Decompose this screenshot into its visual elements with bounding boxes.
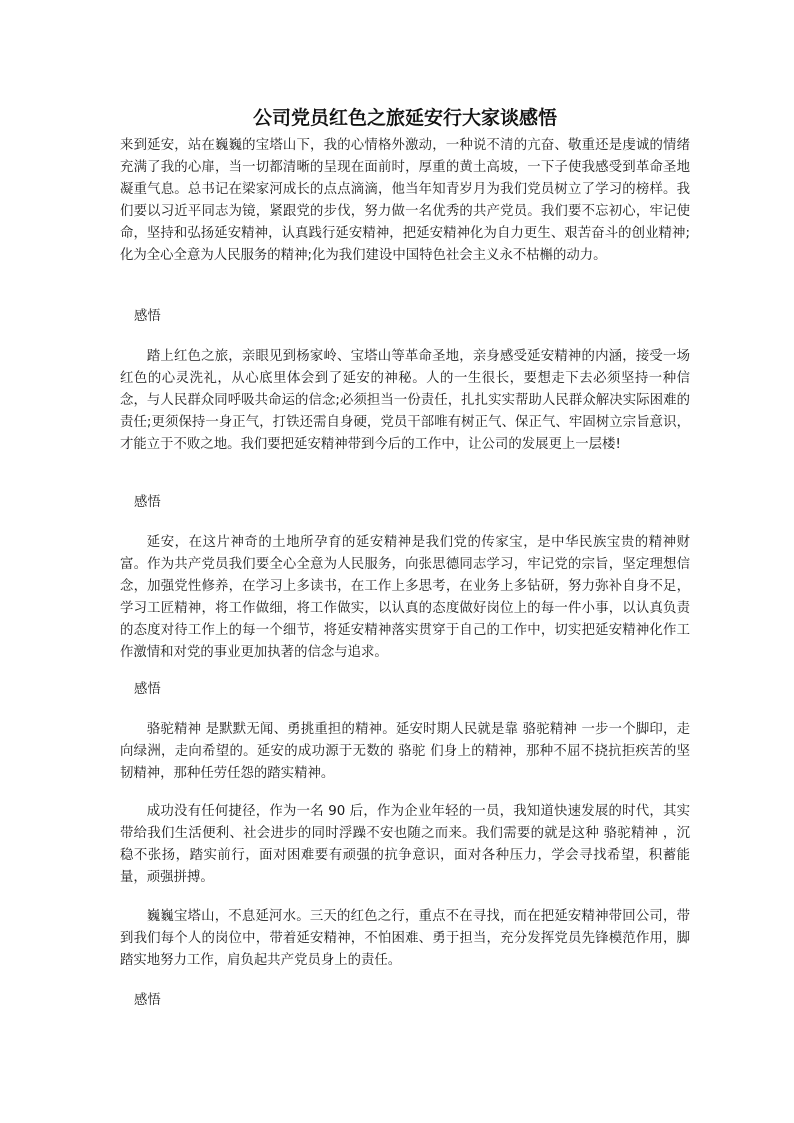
section-paragraph: 踏上红色之旅，亲眼见到杨家岭、宝塔山等革命圣地，亲身感受延安精神的内涵，接受一场红色的心灵洗礼，从心底里体会到了延安的神秘。人的一生很长，要想走下去必须坚持一种信念，与人民群众同呼吸共命运的信念;必须担当一份责任，扎扎实实帮助人民群众解决实际困难的责任;更须保持一身正气，打铁还需自身硬，党员干部唯有树正气、保正气、牢固树立宗旨意识，才能立于不败之地。我们要把延安精神带到今后的工作中，让公司的发展更上一层楼! <box>120 349 690 452</box>
section-heading: 感悟 <box>134 309 161 324</box>
section-heading: 感悟 <box>134 993 161 1008</box>
section-heading: 感悟 <box>134 682 161 697</box>
document-title: 公司党员红色之旅延安行大家谈感悟 <box>252 107 557 129</box>
section-paragraph: 成功没有任何捷径，作为一名 90 后，作为企业年轻的一员，我知道快速发展的时代，其实带给我们生活便利、社会进步的同时浮躁不安也随之而来。我们需要的就是这种 骆驼精神 ，沉稳不张扬，踏实前行，面对困难要有顽强的抗争意识，面对各种压力，学会寻找希望，积蓄能量，顽强拼搏。 <box>120 804 690 885</box>
section-paragraph: 骆驼精神 是默默无闻、勇挑重担的精神。延安时期人民就是靠 骆驼精神 一步一个脚印，走向绿洲，走向希望的。延安的成功源于无数的 骆驼 们身上的精神，那种不屈不挠抗拒疾苦的坚韧精神，那种任劳任怨的踏实精神。 <box>120 722 690 781</box>
section-paragraph: 延安，在这片神奇的土地所孕育的延安精神是我们党的传家宝，是中华民族宝贵的精神财富。作为共产党员我们要全心全意为人民服务，向张思德同志学习，牢记党的宗旨，坚定理想信念，加强党性修养，在学习上多读书，在工作上多思考，在业务上多钻研，努力弥补自身不足， 学习工匠精神，将工作做细，将工作做实，以认真的态度做好岗位上的每一件小事，以认真负责的态度对待工作上的每一个细节，将延安精神落实贯穿于自己的工作中，切实把延安精神化作工作激情和对党的事业更加执著的信念与追求。 <box>120 535 690 660</box>
section-paragraph: 巍巍宝塔山，不息延河水。三天的红色之行，重点不在寻找，而在把延安精神带回公司，带到我们每个人的岗位中，带着延安精神，不怕困难、勇于担当，充分发挥党员先锋模范作用，脚踏实地努力工作，肩负起共产党员身上的责任。 <box>120 909 690 968</box>
intro-paragraph: 来到延安，站在巍巍的宝塔山下，我的心情格外激动，一种说不清的亢奋、敬重还是虔诚的情绪充满了我的心扉，当一切都清晰的呈现在面前时，厚重的黄土高坡，一下子使我感受到革命圣地凝重气息。总书记在梁家河成长的点点滴滴，他当年知青岁月为我们党员树立了学习的榜样。我们要以习近平同志为镜，紧跟党的步伐，努力做一名优秀的共产党员。我们要不忘初心，牢记使命，坚持和弘扬延安精神，认真践行延安精神，把延安精神化为自力更生、艰苦奋斗的创业精神;化为全心全意为人民服务的精神;化为我们建设中国特色社会主义永不枯槲的动力。 <box>120 138 690 263</box>
section-heading: 感悟 <box>134 495 161 510</box>
